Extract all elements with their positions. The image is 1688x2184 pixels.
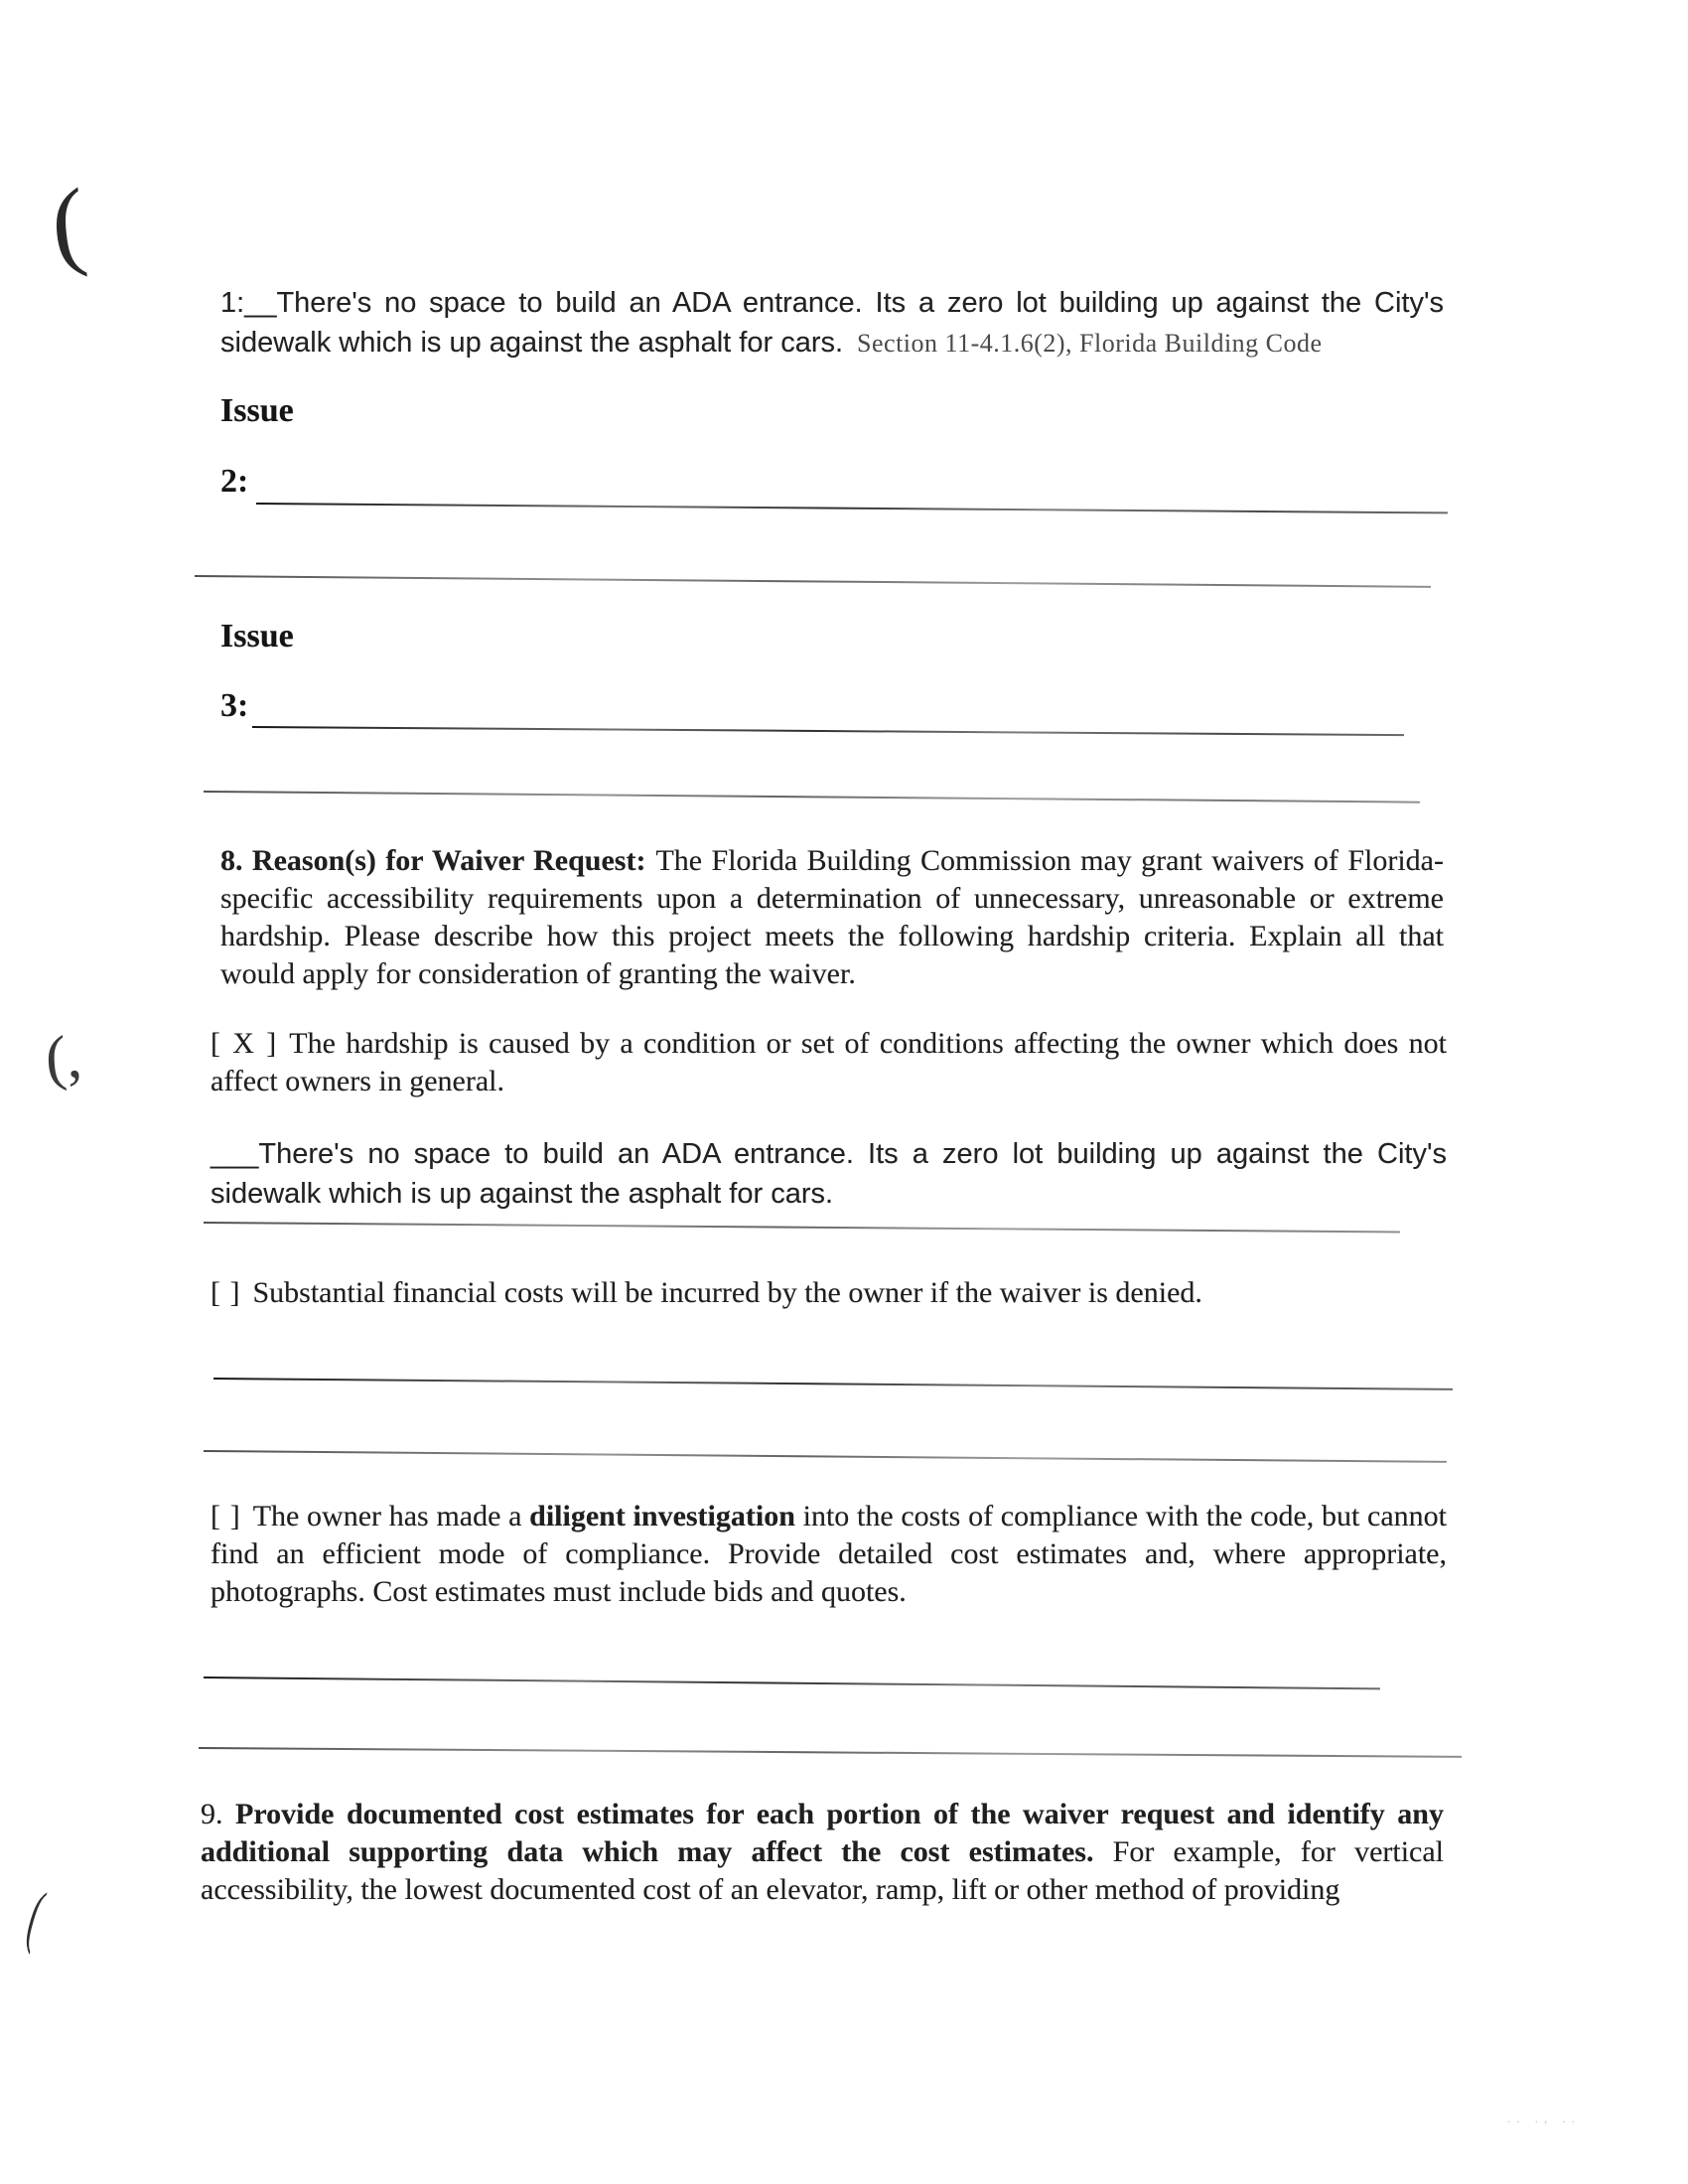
criterion1-answer: ___There's no space to build an ADA entrance. Its a zero lot building up against the City's sidewalk which is up against the asphalt for cars. (211, 1138, 1447, 1210)
issue2-blank-line (256, 503, 1448, 513)
issue1-answer-body: There's no space to build an ADA entrance. Its a zero lot building up against the City's sidewalk which is up against the asphalt for cars. (220, 287, 1444, 359)
criterion-diligent-investigation (211, 1498, 1447, 1611)
issue1-answer-paragraph (220, 283, 1444, 364)
criterion3-text-bold: diligent investigation (529, 1500, 795, 1532)
criterion3-text-post: into the costs of compliance with the code, but cannot find an efficient mode of compliance. Provide detailed cost estimates and, where appropriate, photographs. Cost estimates must include bids and quotes. (211, 1500, 1448, 1608)
criterion2-checkbox-empty: [ ] (211, 1276, 241, 1309)
criterion3-blank-line (204, 1676, 1380, 1689)
issue3-heading: Issue (220, 618, 294, 655)
criterion2-text: Substantial financial costs will be incurred by the owner if the waiver is denied. (252, 1276, 1202, 1309)
scan-artifact-paren-mid-left: (, (43, 1022, 84, 1093)
issue2-blank-line-2 (195, 575, 1431, 588)
section8-intro: The Florida Building Commission may grant waivers of Florida-specific accessibility requirements upon a determination of unnecessary, unreasonable or extreme hardship. Please describe how this project meets the following hardship criteria. Explain all that would apply for consideration of granting the waiver. (220, 844, 1444, 990)
criterion-financial-costs (211, 1274, 1447, 1312)
criterion2-blank-line-2 (204, 1450, 1447, 1463)
issue2-field-number: 2: (220, 463, 249, 500)
scan-artifact-mark-bottom-left: ( (19, 1876, 53, 1956)
issue3-blank-line-2 (204, 791, 1420, 803)
scan-artifact-paren-top-left: ( (46, 167, 91, 281)
criterion-hardship-condition (211, 1025, 1447, 1100)
section9-paragraph (201, 1796, 1444, 1909)
issue1-code-citation: Section 11-4.1.6(2), Florida Building Code (857, 329, 1323, 358)
criterion3-checkbox-empty: [ ] (211, 1500, 241, 1532)
criterion1-blank-line (204, 1222, 1400, 1233)
criterion3-text-pre: The owner has made a (252, 1500, 530, 1532)
criterion1-checkbox-checked: [ X ] (211, 1027, 278, 1060)
section9-number: 9. (201, 1798, 236, 1830)
issue2-heading: Issue (220, 392, 294, 429)
section8-paragraph (220, 842, 1444, 993)
criterion2-blank-line (213, 1378, 1453, 1390)
criterion1-text: The hardship is caused by a condition or set of conditions affecting the owner which does not affect owners in general. (211, 1027, 1447, 1097)
section8-heading: 8. Reason(s) for Waiver Request: (220, 844, 646, 877)
scan-artifact-dots-bottom-right: .. ., .. (1507, 2111, 1581, 2125)
criterion3-blank-line-2 (199, 1747, 1462, 1758)
issue1-answer-text: 1:__ (220, 287, 277, 319)
issue3-blank-line (252, 726, 1404, 736)
section9-heading-bold: Provide documented cost estimates for each portion of the waiver request and identify any additional supporting data which may affect the cost estimates. (201, 1798, 1444, 1868)
issue3-field-number: 3: (220, 687, 249, 724)
section9-text: For example, for vertical accessibility, the lowest documented cost of an elevator, ramp, lift or other method of providing (201, 1835, 1445, 1906)
